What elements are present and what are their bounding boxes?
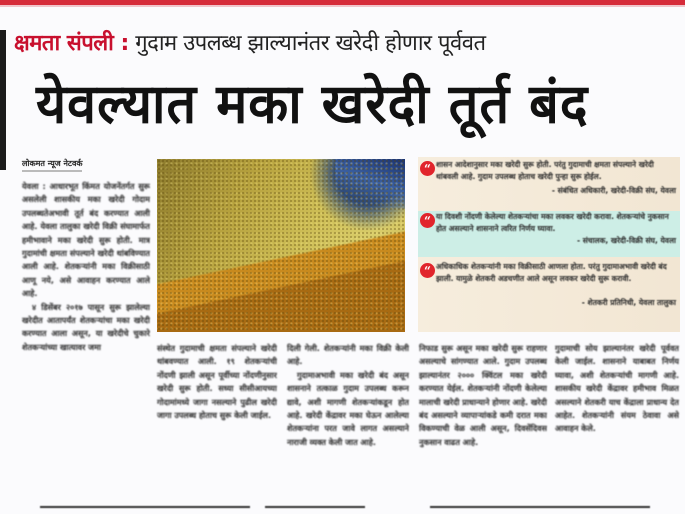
paragraph: संस्थेत गुदामाची क्षमता संपल्याने खरेदी थांबवण्यात आली. १९ शेतकऱ्यांची नोंदणी झाली असून पूर्वीच्या नोंदणीनुसार खरेदी सुरू होती. सध्या सीसीआयच्या गोदामांमध्ये जागा नसल्याने पुढील खरेदी जागा उपलब्ध होताच सुरू केली जाईल. xyxy=(157,344,277,421)
quote-1 xyxy=(418,159,680,209)
paragraph: दिली गेली. शेतकऱ्यांनी मका विक्री केली आहे. xyxy=(287,344,409,367)
paragraph: ४ डिसेंबर २०१७ पासून सुरू झालेल्या खरेदीत आतापर्यंत शेतकऱ्यांचा मका खरेदी करण्यात आला असून, या खरेदीचे चुकारे शेतकऱ्यांच्या खात्यावर जमा xyxy=(22,302,150,352)
quote-text: या दिवशी नोंदणी केलेल्या शेतकऱ्यांचा मका लवकर खरेदी करावा. शेतकऱ्यांचे नुकसान होत असल्याने शासनाने त्वरित निर्णय घ्यावा. xyxy=(436,212,669,233)
kicker-highlight: क्षमता संपली : xyxy=(14,31,129,56)
adjacent-article-edge xyxy=(0,30,6,170)
article-column-4 xyxy=(419,342,547,502)
paragraph: येवला : आधारभूत किंमत योजनेंतर्गत सुरू असलेली शासकीय मका खरेदी गोदाम उपलब्धतेअभावी तूर्त बंद करण्यात आली आहे. येवला तालुका खरेदी विक्री संघामार्फत हमीभावाने मका खरेदी सुरू होती. मात्र गुदामांची क्षमता संपल्याने खरेदी थांबविण्यात आली आहे. शेतकऱ्यांनी मका विक्रीसाठी आणू नये, असे आवाहन करण्यात आले आहे. xyxy=(22,182,150,299)
quote-text: अधिकाधिक शेतकऱ्यांनी मका विक्रीसाठी आणला होता. परंतु गुदामाअभावी खरेदी बंद झाली. यामुळे शेतकरी अडचणीत आले असून लवकर खरेदी सुरू करावी. xyxy=(436,262,667,283)
photo-tarp-region xyxy=(335,159,405,209)
paragraph: गुदामाची सोय झाल्यानंतर खरेदी पूर्ववत केली जाईल. शासनाने याबाबत निर्णय घ्यावा, अशी शेतकऱ्यांची मागणी आहे. शासकीय खरेदी केंद्रावर हमीभाव मिळत असल्याने शेतकरी याच केंद्राला प्राधान्य देत आहेत. शेतकऱ्यांनी संयम ठेवावा असे आवाहन केले. xyxy=(555,344,679,434)
quote-mark-icon: “ xyxy=(420,263,435,278)
bottom-rule xyxy=(265,506,365,508)
quote-mark-icon: “ xyxy=(420,213,435,228)
quote-3 xyxy=(418,261,680,321)
headline: येवल्यात मका खरेदी तूर्त बंद xyxy=(36,73,589,137)
quote-attribution: - संबंधित अधिकारी, खरेदी-विक्री संघ, येवला xyxy=(551,186,676,195)
bottom-rules xyxy=(0,506,685,509)
byline-underline xyxy=(22,170,82,172)
quote-text: शासन आदेशानुसार मका खरेदी सुरू होती. परंतु गुदामाची क्षमता संपल्याने खरेदी थांबवली आहे. गुदाम उपलब्ध होताच खरेदी पुन्हा सुरू होईल. xyxy=(436,160,654,181)
article-column-5 xyxy=(555,342,679,478)
quotes-panel xyxy=(418,157,680,332)
byline: लोकमत न्यूज नेटवर्क xyxy=(22,159,83,168)
article-column-2 xyxy=(157,342,277,502)
quote-attribution: - संचालक, खरेदी-विक्री संघ, येवला xyxy=(577,236,676,245)
paragraph: गुदामाअभावी मका खरेदी बंद असून शासनाने तत्काळ गुदाम उपलब्ध करून द्यावे, अशी मागणी शेतकऱ्यांकडून होत आहे. खरेदी केंद्रावर मका घेऊन आलेल्या शेतकऱ्यांना परत जावे लागत असल्याने नाराजी व्यक्त केली जात आहे. xyxy=(287,370,409,447)
paragraph: निफाड सुरू असून मका खरेदी सुरू राहणार असल्याचे सांगण्यात आले. गुदाम उपलब्ध झाल्यानंतर २००० क्विंटल मका खरेदी करण्यात येईल. शेतकऱ्यांनी नोंदणी केलेल्या मालाची खरेदी प्राधान्याने होणार आहे. खरेदी बंद असल्याने व्यापाऱ्यांकडे कमी दरात मका विकण्याची वेळ आली असून, दिवसेंदिवस नुकसान वाढत आहे. xyxy=(419,344,547,447)
top-rule-shadow xyxy=(0,5,685,7)
quote-attribution: - शेतकरी प्रतिनिधी, येवला तालुका xyxy=(581,298,676,307)
bottom-rule xyxy=(40,506,250,508)
article-column-3 xyxy=(287,342,409,502)
kicker-text: गुदाम उपलब्ध झाल्यानंतर खरेदी होणार पूर्ववत xyxy=(135,31,486,56)
article-column-1 xyxy=(22,180,150,506)
quote-2 xyxy=(418,211,680,257)
kicker xyxy=(14,30,486,58)
maize-heap-photo xyxy=(157,159,405,332)
bottom-rule xyxy=(430,506,650,508)
quote-mark-icon: “ xyxy=(420,161,435,176)
